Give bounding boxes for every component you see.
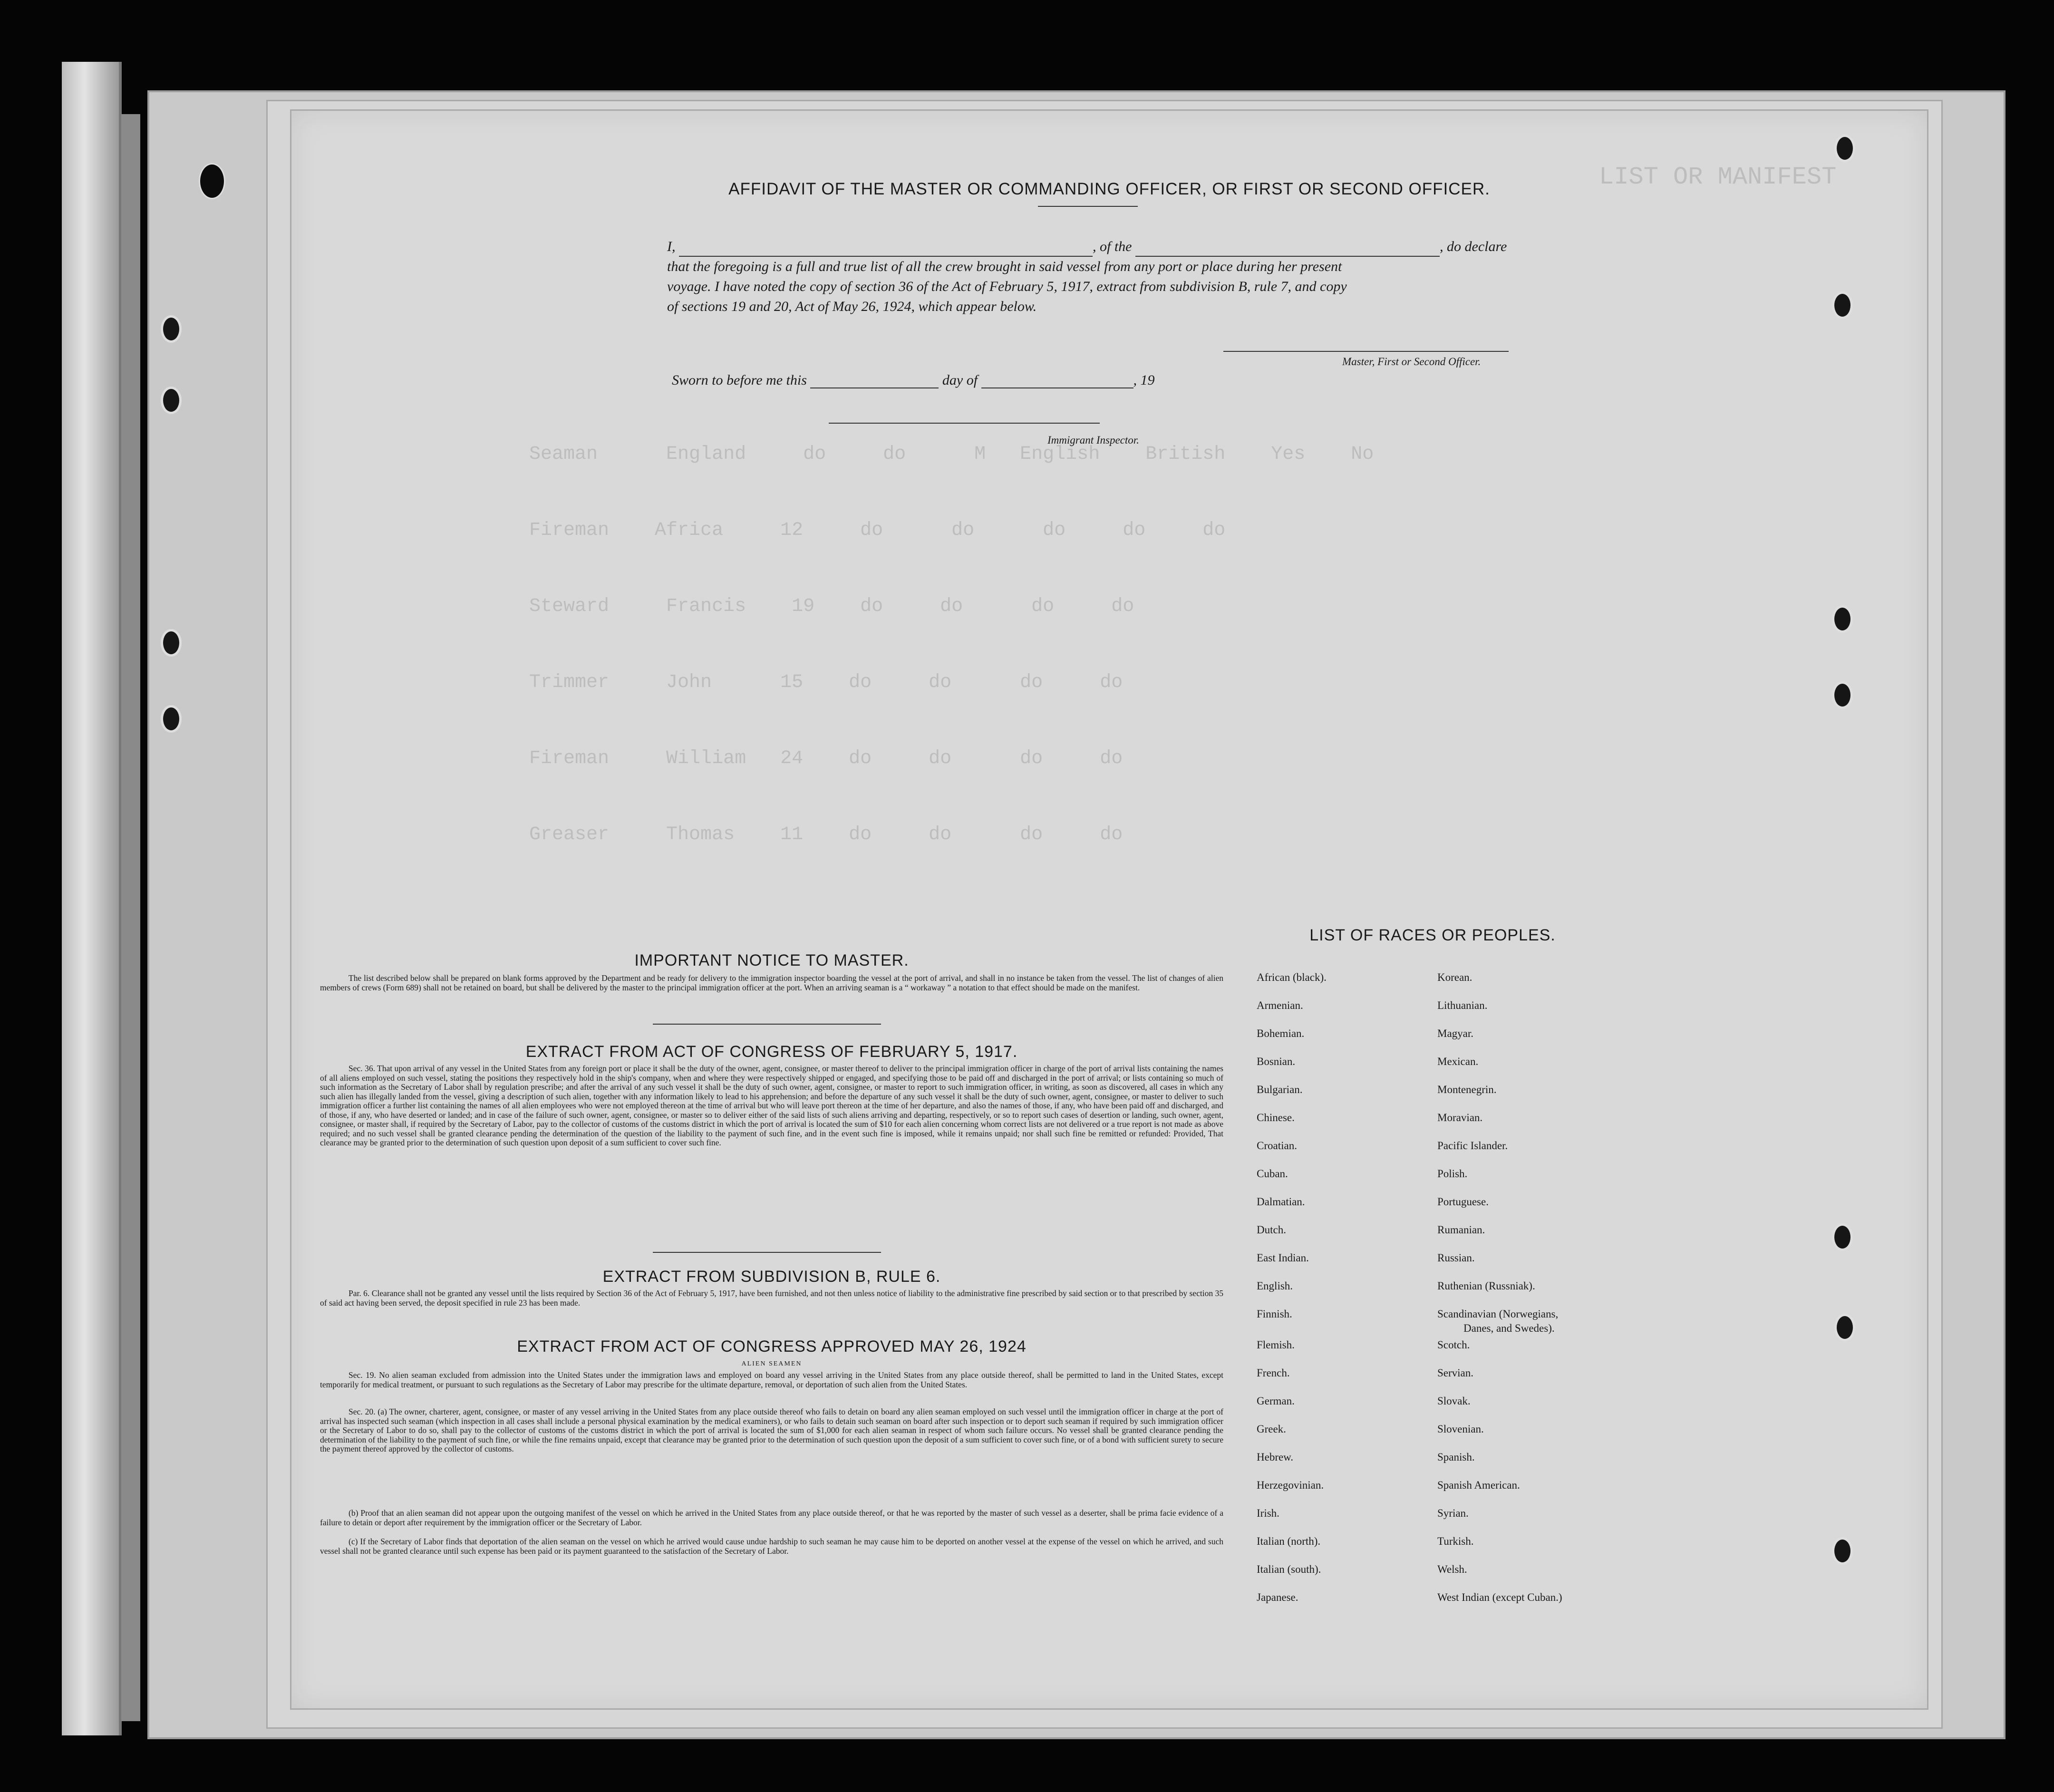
race-item: Bulgarian. [1257,1084,1303,1095]
race-item: English. [1257,1280,1293,1292]
punch-hole-icon [1832,605,1853,633]
punch-hole-icon [1832,681,1853,709]
race-item: Pacific Islander. [1437,1140,1508,1152]
race-item: Cuban. [1257,1168,1288,1180]
race-item: Slovenian. [1437,1423,1484,1435]
rule6-title: EXTRACT FROM SUBDIVISION B, RULE 6. [602,1268,941,1286]
binder-edge [121,114,140,1721]
race-item: Turkish. [1437,1535,1474,1547]
race-item: Spanish American. [1437,1479,1520,1491]
race-item: Armenian. [1257,999,1303,1011]
bleed-through-text: Fireman Africa 12 do do do do do [529,520,1226,541]
race-item: Herzegovinian. [1257,1479,1324,1491]
divider [653,1252,881,1253]
sec20c-text: (c) If the Secretary of Labor finds that deportation of the alien seaman on the vessel on which he arrived would cause undue hardship to such seaman he may cause him to be deported on another vessel at the expense of the vessel on which he arrived, and such vessel shall not be granted clearance until such expense has been paid or its payment guaranteed to the satisfaction of the Secretary of Labor. [320,1537,1223,1556]
sworn-prefix: Sworn to before me this [672,372,807,388]
race-item: Japanese. [1257,1591,1298,1603]
race-item: Irish. [1257,1507,1279,1519]
punch-hole-icon [1832,1223,1853,1251]
race-item: Finnish. [1257,1308,1292,1320]
race-item: Croatian. [1257,1140,1297,1152]
race-item: Syrian. [1437,1507,1469,1519]
affidavit-line-3: voyage. I have noted the copy of section 36 of the Act of February 5, 1917, extract from subdivision B, rule 7, and copy [667,279,1347,294]
race-item: Mexican. [1437,1056,1479,1067]
punch-hole-icon [161,629,182,657]
affidavit-of-the: , of the [1093,239,1132,254]
race-item: Russian. [1437,1252,1475,1264]
sworn-month-blank[interactable] [981,387,1134,388]
affidavit-body [667,237,1570,317]
punch-hole-icon [161,705,182,733]
race-item: Welsh. [1437,1563,1467,1575]
extract-1924-title: EXTRACT FROM ACT OF CONGRESS APPROVED MAY 26, 1924 [517,1337,1027,1356]
race-item: Scotch. [1437,1339,1470,1351]
inspector-signature-label: Immigrant Inspector. [1047,434,1139,446]
race-item: Chinese. [1257,1112,1295,1124]
race-item: Polish. [1437,1168,1468,1180]
race-item: Hebrew. [1257,1451,1294,1463]
race-item: French. [1257,1367,1290,1379]
divider [653,1024,881,1025]
extract-1924-subtitle: ALIEN SEAMEN [741,1360,802,1367]
race-item: Magyar. [1437,1027,1474,1039]
inspector-signature-line[interactable] [829,423,1100,424]
manifest-page [290,109,1928,1710]
affidavit-line-4: of sections 19 and 20, Act of May 26, 1924, which appear below. [667,299,1037,314]
race-item: Korean. [1437,971,1473,983]
punch-hole-icon [199,163,225,199]
affidavit-line-2: that the foregoing is a full and true list of all the crew brought in said vessel from any port or place during her present [667,259,1342,274]
affidavit-do-declare: , do declare [1440,239,1507,254]
punch-hole-icon [1834,1314,1855,1341]
punch-hole-icon [1832,291,1853,319]
sec20-text: Sec. 20. (a) The owner, charterer, agent, consignee, or master of any vessel arriving in the United States from any place outside thereof who fails to detain on board any alien seaman employed on such vessel until the immigration officer in charge at the port of arrival has inspected such seaman (which inspection in all cases shall include a personal physical examination by the medical examiners), or who fails to detain such seaman on board after such inspection or to deport such seaman if required by such immigration officer or the Secretary of Labor to do so, shall pay to the collector of customs of the customs district in which the port of arrival is located the sum of $1,000 for each alien seaman in respect of whom such failure occurs. No vessel shall be granted clearance pending the determination of the liability to the payment of such fine, or while the fine remains unpaid, except that clearance may be granted prior to the determination of such question upon the deposit of a sum sufficient to cover such fine, or of a bond with sufficient surety to secure the payment thereof approved by the collector of customs. [320,1407,1223,1453]
race-item: Lithuanian. [1437,999,1488,1011]
notice-title: IMPORTANT NOTICE TO MASTER. [634,951,909,969]
races-title: LIST OF RACES OR PEOPLES. [1309,926,1556,944]
race-item: Portuguese. [1437,1196,1489,1208]
bleed-through-text: LIST OR MANIFEST [1599,163,1837,191]
race-item: Italian (north). [1257,1535,1321,1547]
race-item: Bosnian. [1257,1056,1296,1067]
extract-1917-text: Sec. 36. That upon arrival of any vessel in the United States from any foreign port or place it shall be the duty of the owner, agent, consignee, or master thereof to deliver to the principal immigration officer in charge of the port of arrival lists containing the names of all aliens employed on such vessel, stating the positions they respectively hold in the ship's company, when and where they were respectively shipped or engaged, and specifying those to be paid off and discharged in the port of arrival; or lists containing so much of such information as the Secretary of Labor shall by regulation prescribe; and after the arrival of any such vessel it shall be the duty of such owner, agent, consignee, or master to report to such immigration officer, in writing, as soon as discovered, all cases in which any such alien has illegally landed from the vessel, giving a description of such alien, together with any information likely to lead to his apprehension; and before the departure of any such vessel it shall be the duty of such owner, agent, consignee, or master to deliver to such immigration officer a further list containing the names of all alien employees who were not employed thereon at the time of arrival but who will leave port thereon at the time of her departure, and also the names of those, if any, who have been paid off and discharged, and of those, if any, who have deserted or landed; and in case of the failure of such owner, agent, consignee, or master so to deliver either of the said lists of such aliens arriving and departing, respectively, or so to report such cases of desertion or landing, such owner, agent, consignee, or master shall, if required by the Secretary of Labor, pay to the collector of customs of the customs district in which the port of arrival is located the sum of $10 for each alien concerning whom correct lists are not delivered or a true report is not made as above required; and no such vessel shall be granted clearance pending the determination of the question of the liability to the payment of such fine, and in the event such fine is imposed, while it remains unpaid; nor shall such fine be remitted or refunded: Provided, That clearance may be granted prior to the determination of such question upon deposit of a sum sufficient to cover such fine. [320,1064,1223,1147]
notice-text: The list described below shall be prepared on blank forms approved by the Department and be ready for delivery to the immigration inspector boarding the vessel at the port of arrival, and shall in no instance be taken from the vessel. The list of changes of alien members of crews (Form 689) shall not be retained on board, but shall be delivered by the master to the principal immigration officer at the port. When an arriving seaman is a “ workaway ” a notation to that effect should be made on the manifest. [320,973,1223,992]
master-signature-label: Master, First or Second Officer. [1342,356,1481,368]
extract-1917-title: EXTRACT FROM ACT OF CONGRESS OF FEBRUARY 5, 1917. [525,1043,1018,1061]
sworn-year: , 19 [1133,372,1155,388]
race-item: Bohemian. [1257,1027,1305,1039]
sworn-line [672,372,1155,388]
bleed-through-text: Seaman England do do M English British Yes No [529,444,1374,465]
race-item: German. [1257,1395,1295,1407]
race-item: Servian. [1437,1367,1474,1379]
race-item: Dalmatian. [1257,1196,1305,1208]
binder-spine [62,62,122,1735]
bleed-through-text: Steward Francis 19 do do do do [529,596,1134,617]
bleed-through-text: Greaser Thomas 11 do do do do [529,824,1123,845]
race-item-continuation: Danes, and Swedes). [1463,1322,1555,1334]
sec20b-text: (b) Proof that an alien seaman did not appear upon the outgoing manifest of the vessel on which he arrived in the United States from any place outside thereof, or that he was reported by the master of such vessel as a deserter, shall be prima facie evidence of a failure to detain or deport after requirement by the immigration officer or the Secretary of Labor. [320,1508,1223,1527]
race-item: Spanish. [1437,1451,1475,1463]
punch-hole-icon [1832,1537,1853,1565]
sworn-day-blank[interactable] [810,387,939,388]
race-item: Montenegrin. [1437,1084,1497,1095]
master-signature-line[interactable] [1223,351,1509,352]
race-item: Scandinavian (Norwegians, [1437,1308,1559,1320]
sworn-day-of: day of [942,372,978,388]
title-underline [1038,206,1138,207]
sec19-text: Sec. 19. No alien seaman excluded from admission into the United States under the immigration laws and employed on board any vessel arriving in the United States from any place outside thereof, shall be permitted to land in the United States, except temporarily for medical treatment, or pursuant to such regulations as the Secretary of Labor may prescribe for the ultimate departure, removal, or deportation of such alien from the United States. [320,1370,1223,1389]
bleed-through-text: Fireman William 24 do do do do [529,748,1123,769]
punch-hole-icon [161,387,182,414]
punch-hole-icon [161,315,182,343]
race-item: Ruthenian (Russniak). [1437,1280,1535,1292]
affidavit-i: I, [667,239,676,254]
bleed-through-text: Trimmer John 15 do do do do [529,672,1123,693]
race-item: West Indian (except Cuban.) [1437,1591,1562,1603]
race-item: Italian (south). [1257,1563,1321,1575]
rule6-text: Par. 6. Clearance shall not be granted any vessel until the lists required by Section 36 of the Act of February 5, 1917, have been furnished, and not then unless notice of liability to the administrative fine prescribed by said section or to that prescribed by section 35 of said act having been served, the deposit specified in rule 23 has been made. [320,1288,1223,1308]
affidavit-title: AFFIDAVIT OF THE MASTER OR COMMANDING OFFICER, OR FIRST OR SECOND OFFICER. [728,180,1490,198]
race-item: Slovak. [1437,1395,1471,1407]
race-item: East Indian. [1257,1252,1309,1264]
race-item: Greek. [1257,1423,1286,1435]
race-item: Moravian. [1437,1112,1483,1124]
race-item: Rumanian. [1437,1224,1485,1236]
race-item: African (black). [1257,971,1327,983]
punch-hole-icon [1834,135,1855,162]
race-item: Flemish. [1257,1339,1295,1351]
race-item: Dutch. [1257,1224,1286,1236]
